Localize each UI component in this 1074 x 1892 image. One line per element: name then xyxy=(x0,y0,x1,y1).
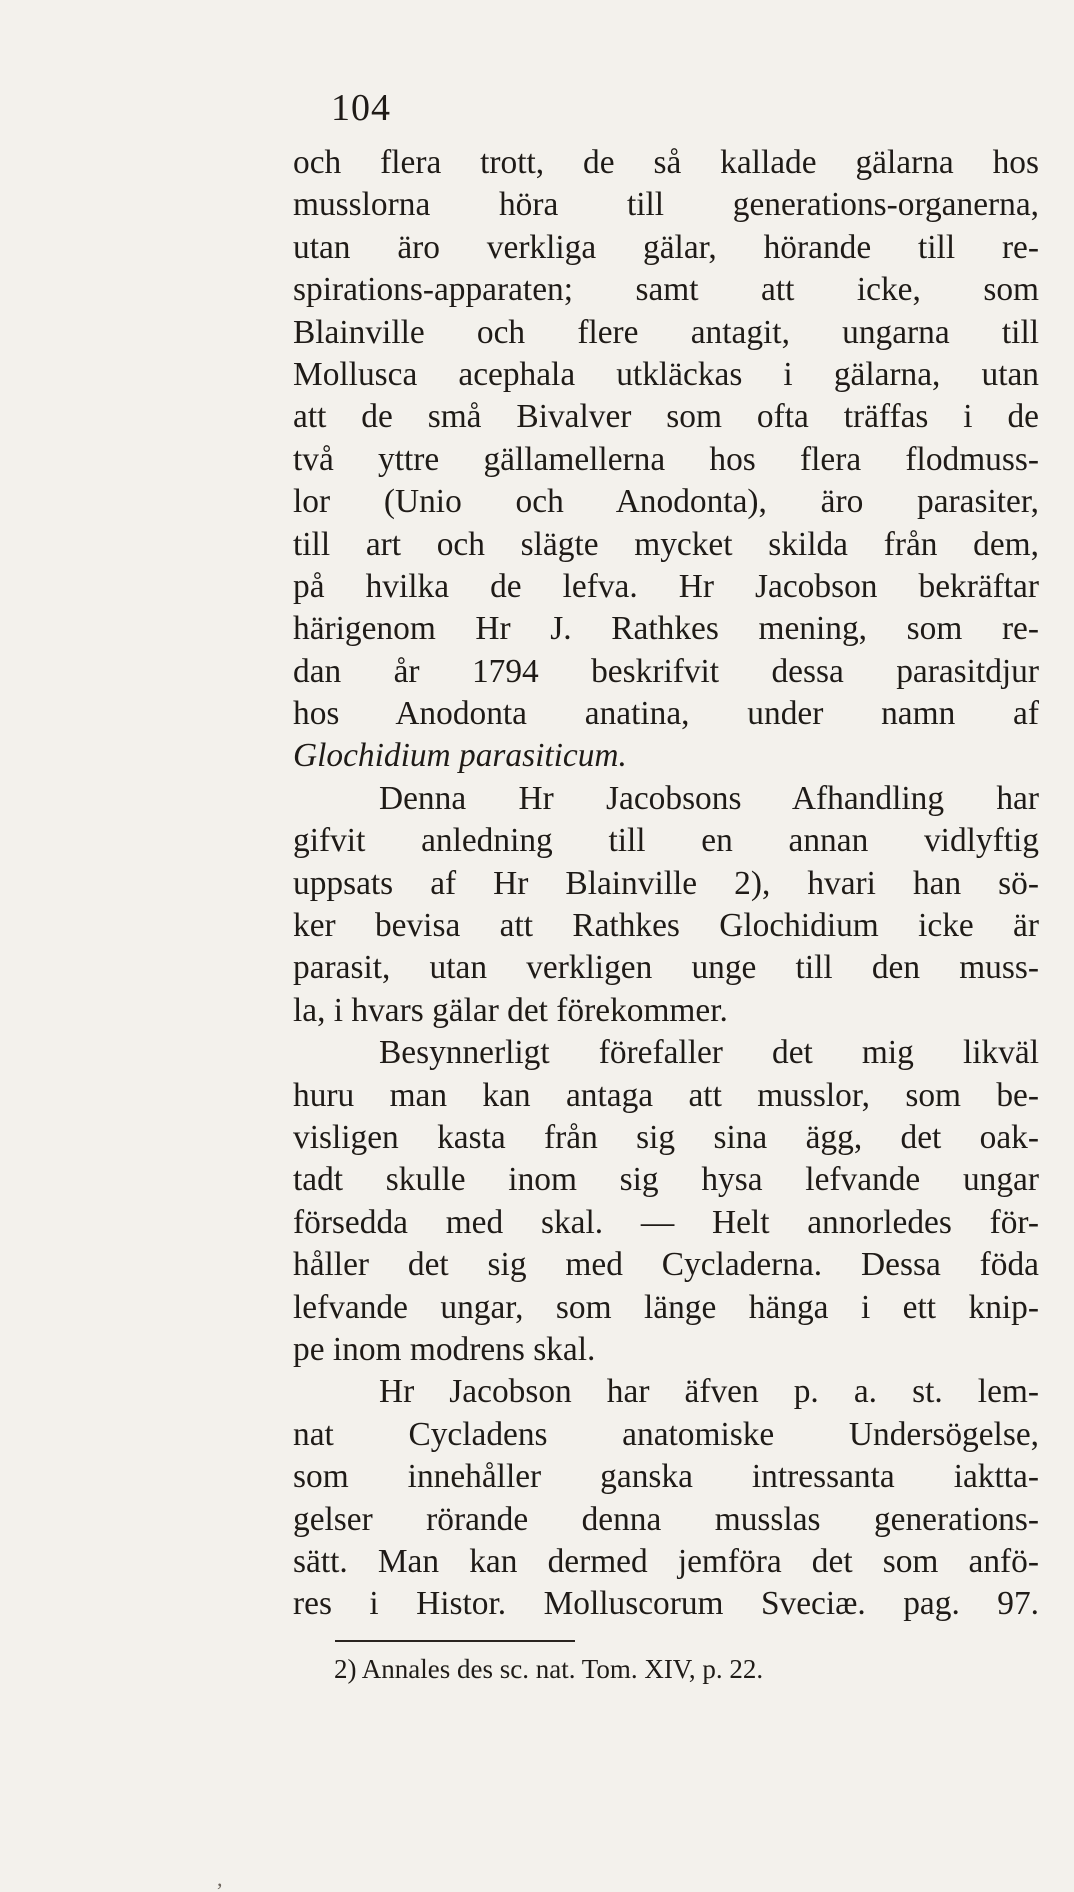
text-line: gifvit anledning till en annan vidlyftig xyxy=(293,822,1039,860)
text-line: Glochidium parasiticum. xyxy=(293,737,627,775)
text-line: sätt. Man kan dermed jemföra det som anfö- xyxy=(293,1542,1039,1580)
text-line: härigenom Hr J. Rathkes mening, som re- xyxy=(293,610,1039,648)
text-line: lor (Unio och Anodonta), äro parasiter, xyxy=(293,483,1039,521)
text-line: håller det sig med Cycladerna. Dessa föda xyxy=(293,1246,1039,1284)
text-line: Hr Jacobson har äfven p. a. st. lem- xyxy=(379,1373,1039,1411)
text-line: dan år 1794 beskrifvit dessa parasitdjur xyxy=(293,652,1039,690)
body-text xyxy=(293,142,1039,1626)
text-line: res i Histor. Molluscorum Sveciæ. pag. 97. xyxy=(293,1585,1039,1623)
text-line: hos Anodonta anatina, under namn af xyxy=(293,695,1039,733)
text-line: nat Cycladens anatomiske Undersögelse, xyxy=(293,1415,1039,1453)
text-line: Denna Hr Jacobsons Afhandling har xyxy=(379,779,1039,817)
text-line: och flera trott, de så kallade gälarna hos xyxy=(293,144,1039,181)
text-line: ker bevisa att Rathkes Glochidium icke är xyxy=(293,907,1039,945)
text-line: försedda med skal. — Helt annorledes för- xyxy=(293,1203,1039,1241)
text-line: pe inom modrens skal. xyxy=(293,1330,596,1368)
footnote: 2) Annales des sc. nat. Tom. XIV, p. 22. xyxy=(334,1654,764,1684)
text-line: Besynnerligt förefaller det mig likväl xyxy=(379,1034,1039,1072)
page-number: 104 xyxy=(331,87,391,129)
text-line: utan äro verkliga gälar, hörande till re- xyxy=(293,228,1039,266)
page-speck: , xyxy=(217,1866,223,1891)
text-line: parasit, utan verkligen unge till den muss- xyxy=(293,949,1039,987)
text-line: Blainville och flere antagit, ungarna till xyxy=(293,313,1039,351)
text-line: visligen kasta från sig sina ägg, det oak- xyxy=(293,1118,1039,1156)
text-line: spirations-apparaten; samt att icke, som xyxy=(293,271,1039,309)
text-line: tadt skulle inom sig hysa lefvande ungar xyxy=(293,1161,1039,1199)
text-line: la, i hvars gälar det förekommer. xyxy=(293,991,728,1029)
footnote-rule xyxy=(335,1640,575,1642)
text-line: som innehåller ganska intressanta iaktta- xyxy=(293,1458,1039,1496)
text-line: två yttre gällamellerna hos flera flodmuss- xyxy=(293,440,1039,478)
text-line: lefvande ungar, som länge hänga i ett knip- xyxy=(293,1288,1039,1326)
text-line: på hvilka de lefva. Hr Jacobson bekräftar xyxy=(293,567,1039,605)
text-line: till art och slägte mycket skilda från dem, xyxy=(293,525,1039,563)
text-line: Mollusca acephala utkläckas i gälarna, utan xyxy=(293,355,1039,393)
text-line: gelser rörande denna musslas generations- xyxy=(293,1500,1039,1538)
text-line: musslorna höra till generations-organerna, xyxy=(293,186,1039,224)
text-line: att de små Bivalver som ofta träffas i de xyxy=(293,398,1039,436)
text-line: uppsats af Hr Blainville 2), hvari han sö- xyxy=(293,864,1039,902)
text-line: huru man kan antaga att musslor, som be- xyxy=(293,1076,1039,1114)
